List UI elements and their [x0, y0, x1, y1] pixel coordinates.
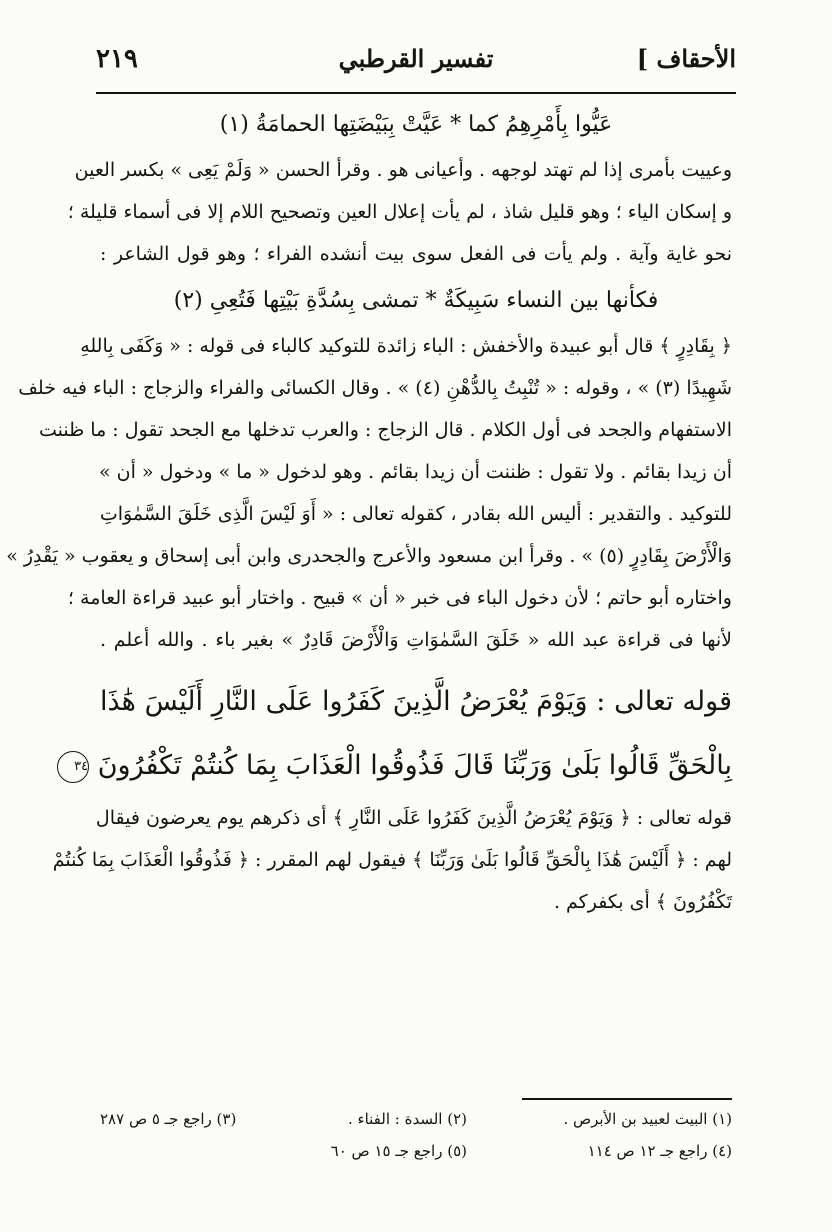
- text-line: شَهِيدًا (٣) » ، وقوله : « تُنْبِتُ بِالدُّهْنِ (٤) » . وقال الكسائى والفراء والزجاج : الباء فيه خلف: [18, 377, 732, 399]
- book-title: تفسير القرطبي: [338, 44, 494, 73]
- section-gap: [100, 667, 732, 675]
- footnote-row: [100, 1142, 732, 1174]
- page-number: ٢١٩: [96, 44, 138, 74]
- page-header: [96, 40, 736, 90]
- text-line: للتوكيد . والتقدير : أليس الله بقادر ، كقوله تعالى : « أَوَ لَيْسَ الَّذِى خَلَقَ السَّمٰوَاتِ: [99, 503, 732, 525]
- quran-line: قوله تعالى : وَيَوْمَ يُعْرَضُ الَّذِينَ كَفَرُوا عَلَى النَّارِ أَلَيْسَ هَٰذَا: [100, 686, 732, 717]
- text-line: وعييت بأمرى إذا لم تهتد لوجهه . وأعيانى هو . وقرأ الحسن « وَلَمْ يَعِى » بكسر العين: [74, 159, 732, 181]
- text-line: و إسكان الياء ؛ وهو قليل شاذ ، لم يأت إعلال العين وتصحيح اللام إلا فى أسماء قليلة ؛: [67, 201, 732, 223]
- footnote: (٤) راجع جـ ١٢ ص ١١٤: [587, 1142, 732, 1160]
- text-line: واختاره أبو حاتم ؛ لأن دخول الباء فى خبر « أن » قبيح . واختار أبو عبيد قراءة العامة ؛: [67, 587, 732, 609]
- quran-text: بِالْحَقِّ قَالُوا بَلَىٰ وَرَبِّنَا قَالَ فَذُوقُوا الْعَذَابَ بِمَا كُنتُمْ تَكْفُرُونَ: [97, 750, 732, 781]
- footnote: (٣) راجع جـ ٥ ص ٢٨٧: [100, 1110, 237, 1128]
- quran-line: [74, 739, 732, 803]
- text-line: ﴿ بِقَادِرٍ ﴾ قال أبو عبيدة والأخفش : الباء زائدة للتوكيد كالباء فى قوله : « وَكَفَى بِاللهِ: [80, 335, 732, 357]
- poetry-verse: عَيُّوا بِأَمْرِهِمُ كما * عَيَّتْ بِبَيْضَتِها الحمامَةُ (١): [219, 112, 613, 137]
- text-line: قوله تعالى : ﴿ وَيَوْمَ يُعْرَضُ الَّذِينَ كَفَرُوا عَلَى النَّارِ ﴾ أى ذكرهم يوم يعرضون فيقال: [95, 807, 732, 829]
- footnote-divider: [522, 1098, 732, 1100]
- footnote-row: [100, 1110, 732, 1142]
- text-line: أن زيدا بقائم . ولا تقول : ظننت أن زيدا بقائم . وهو لدخول « ما » ودخول « أن »: [98, 461, 732, 483]
- text-line: نحو غاية وآية . ولم يأت فى الفعل سوى بيت أنشده الفراء ؛ وهو قول الشاعر :: [100, 243, 732, 265]
- text-line: وَالْأَرْضَ بِقَادِرٍ (٥) » . وقرأ ابن مسعود والأعرج والجحدرى وابن أبى إسحاق و يعقوب « يَقْدِرُ »: [6, 545, 732, 567]
- page-body: [6, 105, 732, 929]
- surah-name: الأحقاف ]: [636, 44, 736, 73]
- poetry-verse: فكأنها بين النساء سَبِيكَةٌ * تمشى بِسُدَّةِ بَيْتِها فَتُعِىِ (٢): [173, 288, 659, 313]
- text-line: لأنها فى قراءة عبد الله « خَلَقَ السَّمٰوَاتِ وَالْأَرْضَ قَادِرٌ » بغير باء . والله أعلم .: [100, 629, 732, 651]
- footnote: (٥) راجع جـ ١٥ ص ٦٠: [330, 1142, 467, 1160]
- text-line: تَكْفُرُونَ ﴾ أى بكفركم .: [553, 891, 732, 913]
- footnotes: [100, 1110, 732, 1174]
- header-divider: [96, 92, 736, 94]
- text-line: الاستفهام والجحد فى أول الكلام . قال الزجاج : والعرب تدخلها مع الجحد تقول : ما ظننت: [39, 419, 732, 441]
- footnote: (١) البيت لعبيد بن الأبرص .: [563, 1110, 732, 1128]
- text-line: لهم : ﴿ أَلَيْسَ هَٰذَا بِالْحَقِّ قَالُوا بَلَىٰ وَرَبِّنَا ﴾ فيقول لهم المقرر : ﴿ فَذُوقُوا الْعَذَابَ بِمَا كُنتُمْ: [52, 849, 732, 871]
- footnote: (٢) السدة : الفناء .: [348, 1110, 467, 1128]
- ayah-number-badge: ٣٤: [57, 751, 89, 783]
